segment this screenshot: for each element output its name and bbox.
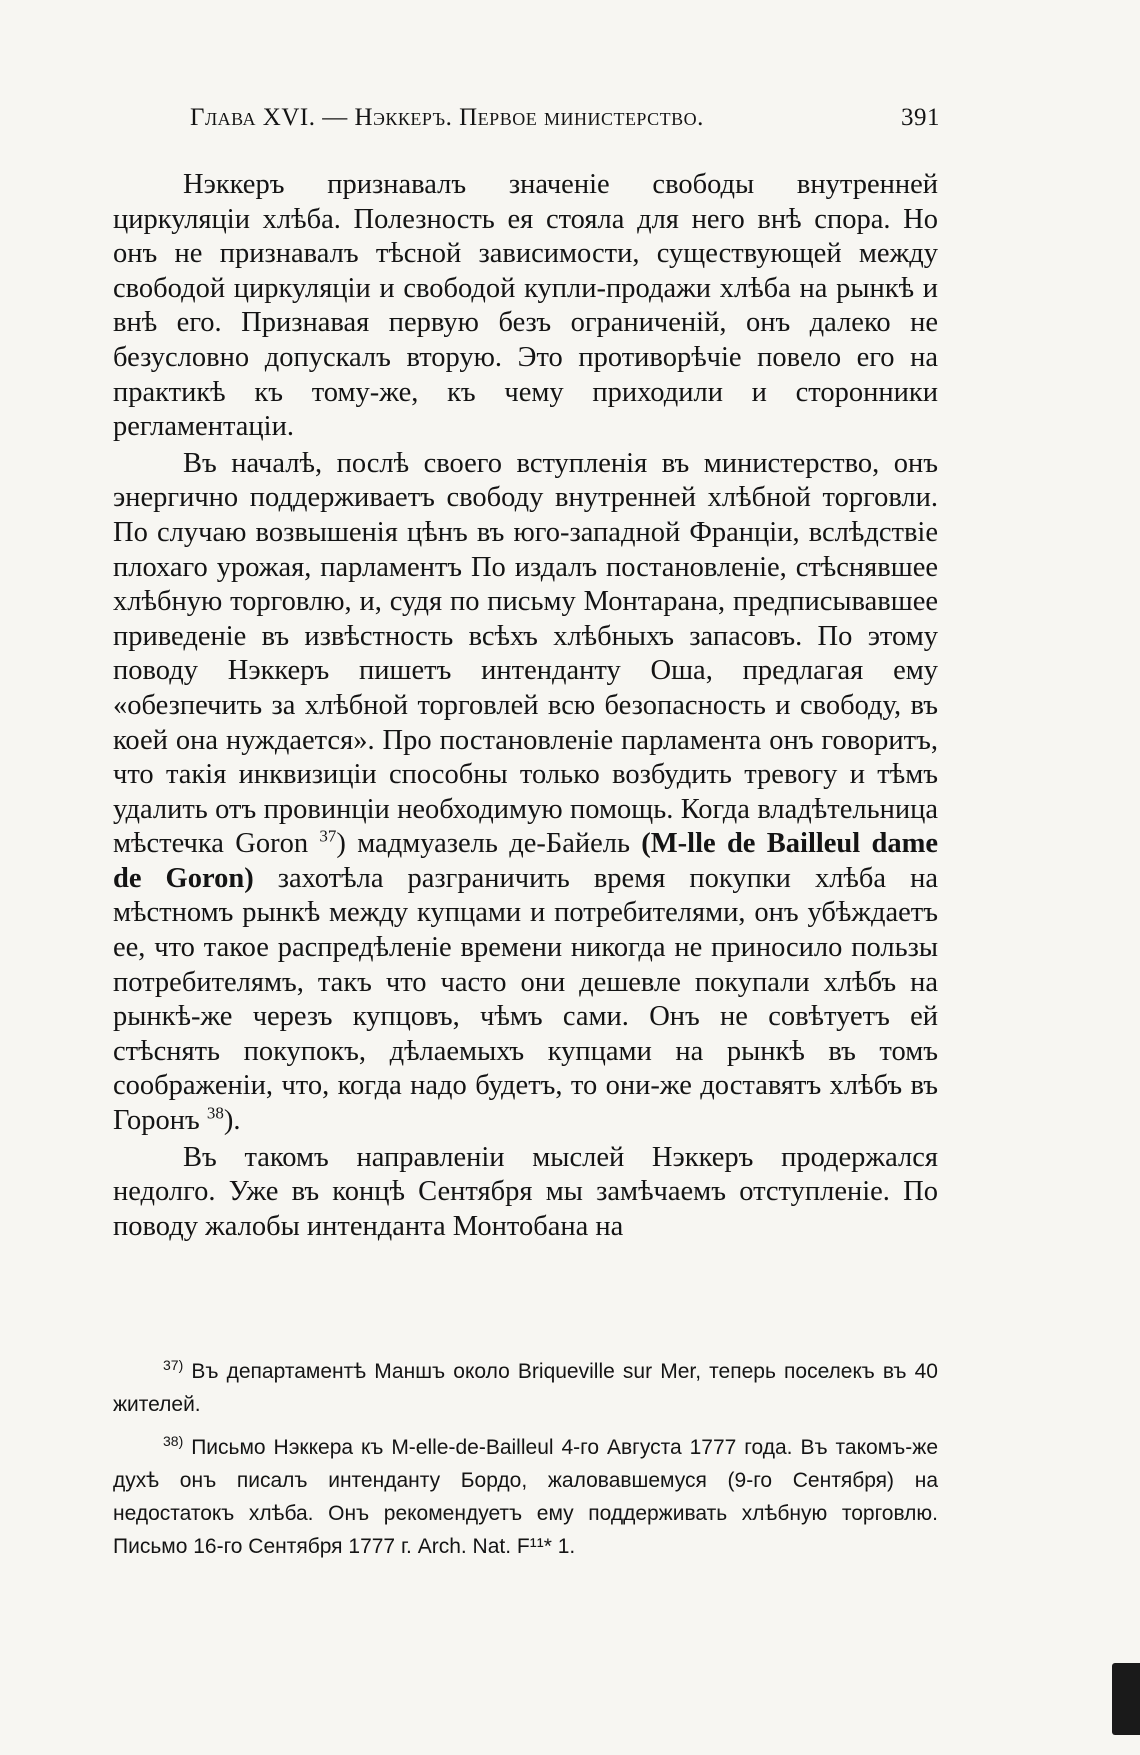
footnote-ref-37[interactable]: 37 (319, 826, 337, 846)
paragraph-2-part-e: ). (223, 1105, 241, 1137)
footnote-38-mark: 38) (163, 1433, 184, 1449)
paragraph-2-part-a: Въ началѣ, послѣ своего вступленія въ министерство, онъ энергично поддерживаетъ свободу внутренней хлѣбной торговли. По случаю возвышенія цѣнъ въ юго-западной Франціи, вслѣдствіе плохаго урожая, парламентъ По издалъ постановленіе, стѣснявшее хлѣбную торговлю, и, судя по письму Монтарана, предписывавшее приведеніе въ извѣстность всѣхъ хлѣбныхъ запасовъ. По этому поводу Нэккеръ пишетъ интенданту Оша, предлагая ему «обезпечить за хлѣбной торговлей всю безопасность и свободу, въ коей она нуждается». Про постановленіе парламента онъ говоритъ, что такія инквизиціи способны только возбудить тревогу и тѣмъ удалить отъ провинціи необходимую помощь. Когда владѣтельница мѣстечка Goron (113, 447, 938, 860)
page-number: 391 (901, 104, 940, 131)
running-header (190, 104, 940, 132)
footnote-37-mark: 37) (163, 1357, 184, 1373)
paragraph-2-french-name: (M-lle de Bailleul dame de Goron) (113, 828, 938, 894)
paragraph-2-part-d: захотѣла разграничить время покупки хлѣба на мѣстномъ рынкѣ между купцами и потребителями, онъ убѣждаетъ ее, что такое распредѣленіе времени никогда не приносило пользы потребителямъ, такъ что часто они дешевле покупали хлѣбъ на рынкѣ-же черезъ купцовъ, чѣмъ сами. Онъ не совѣтуетъ ей стѣснять покупокъ, дѣлаемыхъ купцами на рынкѣ въ томъ соображеніи, что, когда надо будетъ, то они-же доставятъ хлѣбъ въ Горонъ (113, 862, 938, 1137)
main-text (113, 168, 938, 1244)
paragraph-3: Въ такомъ направленіи мыслей Нэккеръ продержался недолго. Уже въ концѣ Сентября мы замѣчаемъ отступленіе. По поводу жалобы интенданта Монтобана на (113, 1141, 938, 1242)
footnote-37 (113, 1355, 938, 1421)
footnote-ref-38[interactable]: 38 (206, 1103, 224, 1123)
footnote-38-text: Письмо Нэккера къ M-elle-de-Bailleul 4-го Августа 1777 года. Въ такомъ-же духѣ онъ писалъ интенданту Бордо, жаловавшемуся (9-го Сентября) на недостатокъ хлѣба. Онъ рекомендуетъ ему поддерживать хлѣбную торговлю. Письмо 16-го Сентября 1777 г. Arch. Nat. F¹¹* 1. (113, 1436, 938, 1558)
scan-edge-mark (1112, 1663, 1140, 1735)
paragraph-1: Нэккеръ признавалъ значеніе свободы внутренней циркуляціи хлѣба. Полезность ея стояла для него внѣ спора. Но онъ не признавалъ тѣсной зависимости, существующей между свободой циркуляціи и свободой купли-продажи хлѣба на рынкѣ и внѣ его. Признавая первую безъ ограниченій, онъ далеко не безусловно допускалъ вторую. Это противорѣчіе повело его на практикѣ къ тому-же, къ чему приходили и сторонники регламентаціи. (113, 169, 938, 443)
footnotes (113, 1355, 938, 1573)
footnote-38 (113, 1431, 938, 1563)
paragraph-2 (113, 447, 938, 1139)
paragraph-2-part-b: ) мадмуазель де-Байель (336, 828, 630, 860)
running-title: Глава XVI. — Нэккеръ. Первое министерство. (190, 104, 704, 131)
footnote-37-text: Въ департаментѣ Маншъ около Briqueville sur Mer, теперь поселекъ въ 40 жителей. (113, 1360, 938, 1416)
